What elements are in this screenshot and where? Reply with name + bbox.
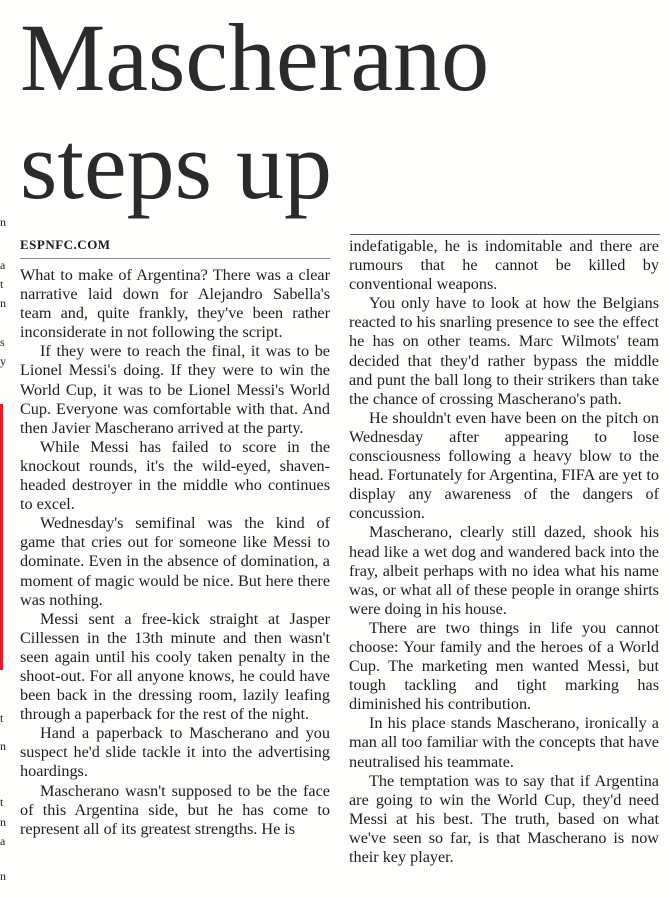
- gutter-fragment: t: [0, 277, 4, 291]
- byline-rule: [20, 258, 330, 259]
- article-column-1: [20, 266, 330, 839]
- paragraph: What to make of Argentina? There was a clear narrative laid down for Alejandro Sabella's team and, quite frankly, they've been rather inconsiderate in not following the script.: [20, 266, 330, 342]
- paragraph: If they were to reach the final, it was to be Lionel Messi's doing. If they were to win the World Cup, it was to be Lionel Messi's World Cup. Everyone was comfortable with that. And then Javier Mascherano arrived at the party.: [20, 342, 330, 437]
- gutter-fragment: n: [0, 296, 6, 310]
- gutter-fragment: t: [0, 711, 4, 725]
- gutter-fragment: n: [0, 869, 6, 883]
- gutter-fragment: a: [0, 834, 6, 848]
- gutter-fragment: t: [0, 795, 4, 809]
- gutter-fragment: s: [0, 335, 5, 349]
- gutter-fragment: y: [0, 354, 6, 368]
- gutter-fragment: n: [0, 215, 6, 229]
- paragraph: Mascherano, clearly still dazed, shook his head like a wet dog and wandered back into the fray, albeit perhaps with no idea what his name was, or what all of these people in orange shirts were doing in his house.: [349, 523, 659, 618]
- gutter-fragment: n: [0, 739, 6, 753]
- paragraph: The temptation was to say that if Argentina are going to win the World Cup, they'd need Messi at his best. The truth, based on what we've seen so far, is that Mascherano is now their key player.: [349, 771, 659, 866]
- byline: ESPNFC.COM: [20, 237, 111, 252]
- gutter-fragment: n: [0, 815, 6, 829]
- red-accent-rule: [0, 404, 3, 670]
- paragraph: You only have to look at how the Belgians reacted to his snarling presence to see the effect he has on other teams. Marc Wilmots' team decided that they'd rather bypass the middle and punt the ball long to their strikers than take the chance of crossing Mascherano's path.: [349, 294, 659, 408]
- paragraph: Hand a paperback to Mascherano and you suspect he'd slide tackle it into the advertising hoardings.: [20, 724, 330, 781]
- paragraph: In his place stands Mascherano, ironically a man all too familiar with the concepts that have neutralised his teammate.: [349, 714, 659, 771]
- article-column-2: [349, 237, 659, 867]
- paragraph: Mascherano wasn't supposed to be the face of this Argentina side, but he has come to represent all of its greatest strengths. He is: [20, 781, 330, 838]
- gutter-fragment: a: [0, 258, 6, 272]
- paragraph: Messi sent a free-kick straight at Jasper Cillessen in the 13th minute and then wasn't seen again until his cooly taken penalty in the shoot-out. For all anyone knows, he could have been back in the dressing room, lazily leafing through a paperback for the rest of the night.: [20, 609, 330, 724]
- paragraph: There are two things in life you cannot choose: Your family and the heroes of a World Cup. The marketing men wanted Messi, but tough tackling and tight marking has diminished his contribution.: [349, 618, 659, 714]
- paragraph: He shouldn't even have been on the pitch on Wednesday after appearing to lose consciousness following a heavy blow to the head. Fortunately for Argentina, FIFA are yet to display any awareness of the dangers of concussion.: [349, 408, 659, 523]
- paragraph: indefatigable, he is indomitable and there are rumours that he cannot be killed by conventional weapons.: [349, 237, 659, 294]
- headline-rule: [350, 234, 660, 235]
- paragraph: While Messi has failed to score in the knockout rounds, it's the wild-eyed, shaven-headed destroyer in the middle who continues to excel.: [20, 437, 330, 514]
- paragraph: Wednesday's semifinal was the kind of game that cries out for someone like Messi to dominate. Even in the absence of domination, a moment of magic would be nice. But here there was nothing.: [20, 514, 330, 609]
- headline: Mascherano steps up: [20, 4, 490, 219]
